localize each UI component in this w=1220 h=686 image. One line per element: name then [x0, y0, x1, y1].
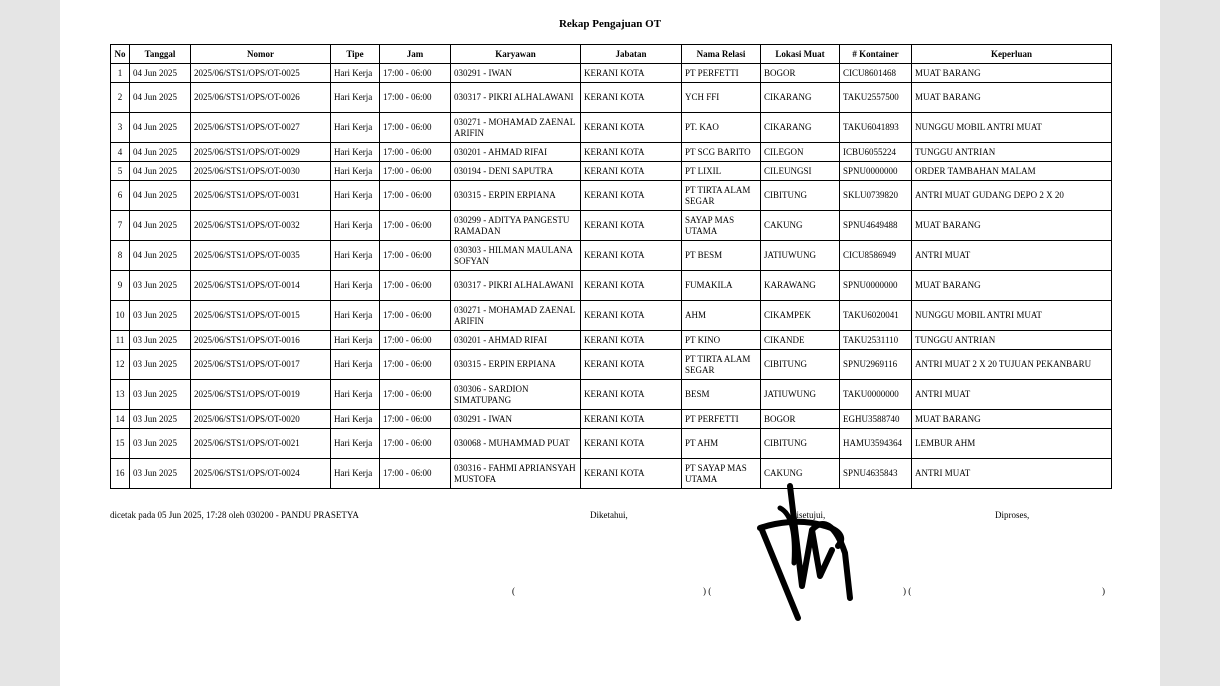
cell-relasi: PT SCG BARITO — [682, 143, 761, 162]
table-row — [111, 331, 1112, 350]
cell-kontainer: TAKU2557500 — [840, 83, 912, 113]
cell-keperluan: TUNGGU ANTRIAN — [912, 143, 1112, 162]
cell-no: 10 — [111, 301, 130, 331]
cell-lokasi: CILEUNGSI — [761, 162, 840, 181]
cell-relasi: PT TIRTA ALAM SEGAR — [682, 181, 761, 211]
cell-nomor: 2025/06/STS1/OPS/OT-0015 — [191, 301, 331, 331]
cell-tanggal: 03 Jun 2025 — [130, 271, 191, 301]
cell-tanggal: 04 Jun 2025 — [130, 83, 191, 113]
handwritten-signature — [750, 468, 870, 628]
cell-kontainer: SPNU0000000 — [840, 271, 912, 301]
cell-relasi: BESM — [682, 380, 761, 410]
cell-no: 13 — [111, 380, 130, 410]
cell-kontainer: ICBU6055224 — [840, 143, 912, 162]
cell-relasi: PT PERFETTI — [682, 64, 761, 83]
cell-jabatan: KERANI KOTA — [581, 211, 682, 241]
cell-tipe: Hari Kerja — [331, 83, 380, 113]
cell-jam: 17:00 - 06:00 — [380, 410, 451, 429]
table-row — [111, 162, 1112, 181]
cell-karyawan: 030271 - MOHAMAD ZAENAL ARIFIN — [451, 113, 581, 143]
cell-relasi: PT KINO — [682, 331, 761, 350]
cell-relasi: PT BESM — [682, 241, 761, 271]
cell-lokasi: CIKANDE — [761, 331, 840, 350]
cell-nomor: 2025/06/STS1/OPS/OT-0024 — [191, 459, 331, 489]
cell-relasi: PT TIRTA ALAM SEGAR — [682, 350, 761, 380]
cell-karyawan: 030068 - MUHAMMAD PUAT — [451, 429, 581, 459]
cell-lokasi: BOGOR — [761, 410, 840, 429]
cell-lokasi: CIKARANG — [761, 83, 840, 113]
cell-jabatan: KERANI KOTA — [581, 83, 682, 113]
sign-bracket-close: ) — [1102, 586, 1105, 596]
cell-tipe: Hari Kerja — [331, 350, 380, 380]
cell-kontainer: SPNU0000000 — [840, 162, 912, 181]
cell-jabatan: KERANI KOTA — [581, 429, 682, 459]
cell-tanggal: 03 Jun 2025 — [130, 459, 191, 489]
table-header-row — [111, 45, 1112, 64]
cell-tipe: Hari Kerja — [331, 380, 380, 410]
cell-jam: 17:00 - 06:00 — [380, 331, 451, 350]
cell-kontainer: SPNU2969116 — [840, 350, 912, 380]
cell-relasi: SAYAP MAS UTAMA — [682, 211, 761, 241]
cell-tipe: Hari Kerja — [331, 331, 380, 350]
cell-kontainer: TAKU0000000 — [840, 380, 912, 410]
cell-jabatan: KERANI KOTA — [581, 241, 682, 271]
cell-karyawan: 030315 - ERPIN ERPIANA — [451, 350, 581, 380]
cell-keperluan: ORDER TAMBAHAN MALAM — [912, 162, 1112, 181]
cell-keperluan: MUAT BARANG — [912, 211, 1112, 241]
cell-karyawan: 030291 - IWAN — [451, 64, 581, 83]
cell-jabatan: KERANI KOTA — [581, 301, 682, 331]
cell-kontainer: CICU8601468 — [840, 64, 912, 83]
cell-karyawan: 030303 - HILMAN MAULANA SOFYAN — [451, 241, 581, 271]
table-row — [111, 143, 1112, 162]
cell-lokasi: CAKUNG — [761, 211, 840, 241]
cell-relasi: PT PERFETTI — [682, 410, 761, 429]
cell-jam: 17:00 - 06:00 — [380, 113, 451, 143]
cell-keperluan: MUAT BARANG — [912, 83, 1112, 113]
cell-jabatan: KERANI KOTA — [581, 181, 682, 211]
cell-lokasi: CIBITUNG — [761, 181, 840, 211]
cell-tanggal: 03 Jun 2025 — [130, 429, 191, 459]
column-header: Jam — [380, 45, 451, 64]
cell-lokasi: CIKAMPEK — [761, 301, 840, 331]
column-header: Keperluan — [912, 45, 1112, 64]
cell-jam: 17:00 - 06:00 — [380, 350, 451, 380]
cell-no: 9 — [111, 271, 130, 301]
cell-keperluan: LEMBUR AHM — [912, 429, 1112, 459]
cell-no: 11 — [111, 331, 130, 350]
cell-nomor: 2025/06/STS1/OPS/OT-0020 — [191, 410, 331, 429]
column-header: Jabatan — [581, 45, 682, 64]
cell-no: 14 — [111, 410, 130, 429]
cell-nomor: 2025/06/STS1/OPS/OT-0017 — [191, 350, 331, 380]
cell-jabatan: KERANI KOTA — [581, 380, 682, 410]
cell-jam: 17:00 - 06:00 — [380, 181, 451, 211]
cell-keperluan: NUNGGU MOBIL ANTRI MUAT — [912, 113, 1112, 143]
column-header: No — [111, 45, 130, 64]
cell-jam: 17:00 - 06:00 — [380, 271, 451, 301]
cell-jabatan: KERANI KOTA — [581, 331, 682, 350]
cell-nomor: 2025/06/STS1/OPS/OT-0014 — [191, 271, 331, 301]
table-body — [111, 64, 1112, 489]
cell-karyawan: 030271 - MOHAMAD ZAENAL ARIFIN — [451, 301, 581, 331]
cell-tanggal: 04 Jun 2025 — [130, 64, 191, 83]
cell-tanggal: 04 Jun 2025 — [130, 143, 191, 162]
sign-bracket-middle-2: ) ( — [903, 586, 912, 596]
cell-keperluan: ANTRI MUAT — [912, 459, 1112, 489]
cell-kontainer: EGHU3588740 — [840, 410, 912, 429]
column-header: # Kontainer — [840, 45, 912, 64]
cell-relasi: AHM — [682, 301, 761, 331]
cell-jabatan: KERANI KOTA — [581, 459, 682, 489]
cell-karyawan: 030201 - AHMAD RIFAI — [451, 143, 581, 162]
cell-tanggal: 03 Jun 2025 — [130, 410, 191, 429]
cell-nomor: 2025/06/STS1/OPS/OT-0026 — [191, 83, 331, 113]
cell-no: 4 — [111, 143, 130, 162]
table-row — [111, 181, 1112, 211]
cell-karyawan: 030306 - SARDION SIMATUPANG — [451, 380, 581, 410]
cell-tipe: Hari Kerja — [331, 181, 380, 211]
cell-karyawan: 030299 - ADITYA PANGESTU RAMADAN — [451, 211, 581, 241]
table-row — [111, 301, 1112, 331]
cell-karyawan: 030317 - PIKRI ALHALAWANI — [451, 271, 581, 301]
cell-no: 3 — [111, 113, 130, 143]
cell-no: 1 — [111, 64, 130, 83]
cell-jam: 17:00 - 06:00 — [380, 429, 451, 459]
cell-keperluan: NUNGGU MOBIL ANTRI MUAT — [912, 301, 1112, 331]
table-row — [111, 211, 1112, 241]
cell-tipe: Hari Kerja — [331, 241, 380, 271]
cell-jam: 17:00 - 06:00 — [380, 83, 451, 113]
cell-tipe: Hari Kerja — [331, 113, 380, 143]
cell-nomor: 2025/06/STS1/OPS/OT-0031 — [191, 181, 331, 211]
cell-no: 15 — [111, 429, 130, 459]
cell-relasi: FUMAKILA — [682, 271, 761, 301]
cell-keperluan: ANTRI MUAT — [912, 380, 1112, 410]
diketahui-label: Diketahui, — [590, 510, 628, 520]
cell-kontainer: SPNU4635843 — [840, 459, 912, 489]
cell-jam: 17:00 - 06:00 — [380, 459, 451, 489]
cell-kontainer: TAKU6041893 — [840, 113, 912, 143]
cell-kontainer: TAKU6020041 — [840, 301, 912, 331]
sign-bracket-open: ( — [512, 586, 515, 596]
cell-lokasi: CIBITUNG — [761, 350, 840, 380]
cell-lokasi: JATIUWUNG — [761, 380, 840, 410]
cell-no: 8 — [111, 241, 130, 271]
cell-tipe: Hari Kerja — [331, 143, 380, 162]
cell-tanggal: 03 Jun 2025 — [130, 350, 191, 380]
cell-keperluan: ANTRI MUAT 2 X 20 TUJUAN PEKANBARU — [912, 350, 1112, 380]
cell-tipe: Hari Kerja — [331, 459, 380, 489]
table-row — [111, 64, 1112, 83]
cell-no: 6 — [111, 181, 130, 211]
cell-keperluan: ANTRI MUAT GUDANG DEPO 2 X 20 — [912, 181, 1112, 211]
cell-jam: 17:00 - 06:00 — [380, 64, 451, 83]
cell-no: 5 — [111, 162, 130, 181]
cell-jabatan: KERANI KOTA — [581, 410, 682, 429]
cell-nomor: 2025/06/STS1/OPS/OT-0030 — [191, 162, 331, 181]
cell-jabatan: KERANI KOTA — [581, 64, 682, 83]
cell-kontainer: SKLU0739820 — [840, 181, 912, 211]
cell-tanggal: 03 Jun 2025 — [130, 380, 191, 410]
cell-no: 2 — [111, 83, 130, 113]
diproses-label: Diproses, — [995, 510, 1030, 520]
cell-tipe: Hari Kerja — [331, 162, 380, 181]
cell-tanggal: 04 Jun 2025 — [130, 241, 191, 271]
cell-nomor: 2025/06/STS1/OPS/OT-0021 — [191, 429, 331, 459]
cell-relasi: PT LIXIL — [682, 162, 761, 181]
table-row — [111, 429, 1112, 459]
table-row — [111, 350, 1112, 380]
cell-nomor: 2025/06/STS1/OPS/OT-0035 — [191, 241, 331, 271]
column-header: Tanggal — [130, 45, 191, 64]
cell-karyawan: 030317 - PIKRI ALHALAWANI — [451, 83, 581, 113]
cell-keperluan: TUNGGU ANTRIAN — [912, 331, 1112, 350]
cell-tipe: Hari Kerja — [331, 64, 380, 83]
cell-tanggal: 04 Jun 2025 — [130, 211, 191, 241]
cell-kontainer: CICU8586949 — [840, 241, 912, 271]
cell-jam: 17:00 - 06:00 — [380, 380, 451, 410]
cell-tipe: Hari Kerja — [331, 301, 380, 331]
cell-nomor: 2025/06/STS1/OPS/OT-0016 — [191, 331, 331, 350]
ot-table — [110, 44, 1112, 489]
column-header: Lokasi Muat — [761, 45, 840, 64]
document-title: Rekap Pengajuan OT — [558, 18, 662, 30]
sign-bracket-middle-1: ) ( — [703, 586, 712, 596]
printed-info: dicetak pada 05 Jun 2025, 17:28 oleh 030200 - PANDU PRASETYA — [110, 510, 359, 520]
table-row — [111, 83, 1112, 113]
cell-tanggal: 03 Jun 2025 — [130, 301, 191, 331]
column-header: Nomor — [191, 45, 331, 64]
cell-keperluan: MUAT BARANG — [912, 271, 1112, 301]
cell-jabatan: KERANI KOTA — [581, 143, 682, 162]
cell-kontainer: SPNU4649488 — [840, 211, 912, 241]
cell-kontainer: HAMU3594364 — [840, 429, 912, 459]
cell-lokasi: CIBITUNG — [761, 429, 840, 459]
cell-tipe: Hari Kerja — [331, 211, 380, 241]
cell-nomor: 2025/06/STS1/OPS/OT-0025 — [191, 64, 331, 83]
column-header: Nama Relasi — [682, 45, 761, 64]
cell-relasi: PT. KAO — [682, 113, 761, 143]
cell-karyawan: 030291 - IWAN — [451, 410, 581, 429]
cell-relasi: PT SAYAP MAS UTAMA — [682, 459, 761, 489]
cell-tanggal: 03 Jun 2025 — [130, 331, 191, 350]
cell-jabatan: KERANI KOTA — [581, 350, 682, 380]
cell-jabatan: KERANI KOTA — [581, 113, 682, 143]
cell-jam: 17:00 - 06:00 — [380, 162, 451, 181]
column-header: Tipe — [331, 45, 380, 64]
cell-karyawan: 030194 - DENI SAPUTRA — [451, 162, 581, 181]
cell-jam: 17:00 - 06:00 — [380, 211, 451, 241]
cell-nomor: 2025/06/STS1/OPS/OT-0032 — [191, 211, 331, 241]
table-row — [111, 410, 1112, 429]
table-row — [111, 271, 1112, 301]
cell-lokasi: JATIUWUNG — [761, 241, 840, 271]
table-row — [111, 113, 1112, 143]
cell-jam: 17:00 - 06:00 — [380, 143, 451, 162]
cell-no: 12 — [111, 350, 130, 380]
cell-relasi: YCH FFI — [682, 83, 761, 113]
cell-no: 7 — [111, 211, 130, 241]
table-row — [111, 241, 1112, 271]
cell-nomor: 2025/06/STS1/OPS/OT-0027 — [191, 113, 331, 143]
cell-no: 16 — [111, 459, 130, 489]
cell-jabatan: KERANI KOTA — [581, 162, 682, 181]
document-page — [60, 0, 1160, 686]
cell-relasi: PT AHM — [682, 429, 761, 459]
cell-tipe: Hari Kerja — [331, 410, 380, 429]
cell-keperluan: ANTRI MUAT — [912, 241, 1112, 271]
cell-karyawan: 030316 - FAHMI APRIANSYAH MUSTOFA — [451, 459, 581, 489]
cell-karyawan: 030315 - ERPIN ERPIANA — [451, 181, 581, 211]
cell-tipe: Hari Kerja — [331, 271, 380, 301]
cell-karyawan: 030201 - AHMAD RIFAI — [451, 331, 581, 350]
cell-nomor: 2025/06/STS1/OPS/OT-0019 — [191, 380, 331, 410]
cell-tipe: Hari Kerja — [331, 429, 380, 459]
cell-jam: 17:00 - 06:00 — [380, 241, 451, 271]
cell-lokasi: CILEGON — [761, 143, 840, 162]
cell-tanggal: 04 Jun 2025 — [130, 162, 191, 181]
table-row — [111, 380, 1112, 410]
cell-lokasi: KARAWANG — [761, 271, 840, 301]
cell-kontainer: TAKU2531110 — [840, 331, 912, 350]
cell-lokasi: CAKUNG — [761, 459, 840, 489]
cell-tanggal: 04 Jun 2025 — [130, 181, 191, 211]
disetujui-label: Disetujui, — [790, 510, 826, 520]
cell-tanggal: 04 Jun 2025 — [130, 113, 191, 143]
cell-keperluan: MUAT BARANG — [912, 64, 1112, 83]
cell-jam: 17:00 - 06:00 — [380, 301, 451, 331]
column-header: Karyawan — [451, 45, 581, 64]
cell-lokasi: BOGOR — [761, 64, 840, 83]
cell-lokasi: CIKARANG — [761, 113, 840, 143]
cell-nomor: 2025/06/STS1/OPS/OT-0029 — [191, 143, 331, 162]
cell-jabatan: KERANI KOTA — [581, 271, 682, 301]
cell-keperluan: MUAT BARANG — [912, 410, 1112, 429]
table-row — [111, 459, 1112, 489]
